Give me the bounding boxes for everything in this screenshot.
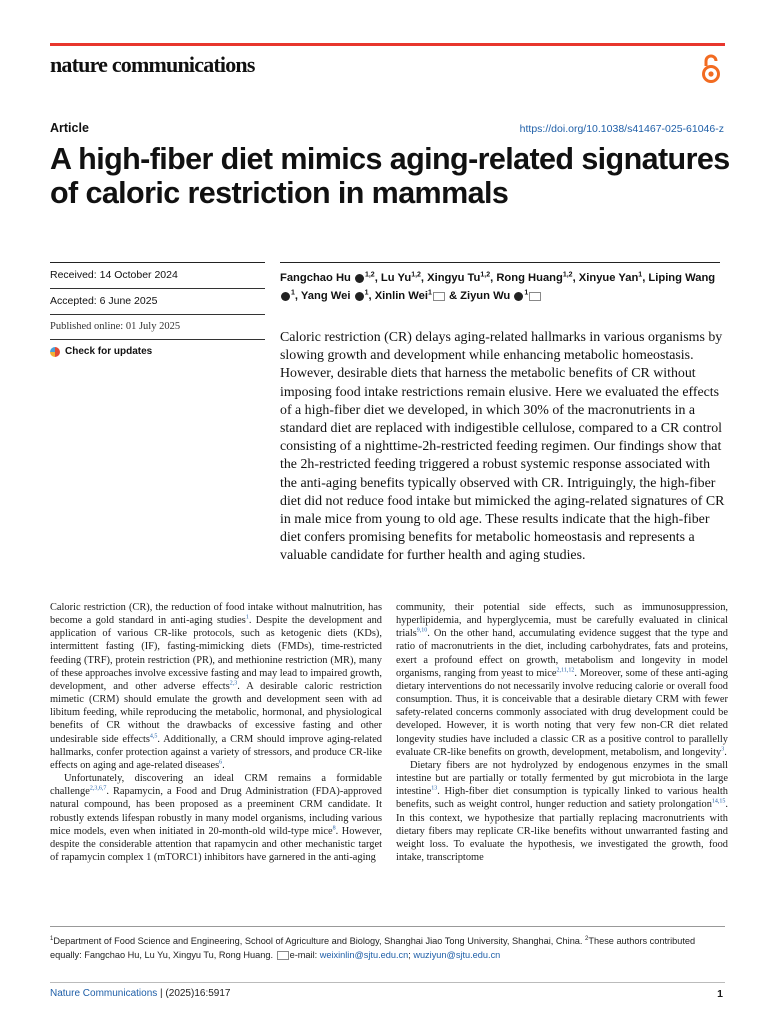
author[interactable] <box>427 272 490 284</box>
aff1-text: Department of Food Science and Engineering, School of Agriculture and Biology, Shanghai Jiao Tong University, Shanghai, China. <box>53 936 586 946</box>
email-link-1[interactable]: weixinlin@sjtu.edu.cn <box>319 949 409 960</box>
orcid-icon[interactable] <box>355 292 364 301</box>
author-name: Liping Wang <box>648 272 716 284</box>
aff1-mark: 1 <box>50 935 54 942</box>
orcid-icon[interactable] <box>355 274 364 283</box>
citation-reference[interactable]: 4,5 <box>149 733 158 740</box>
email-separator: ; <box>408 949 414 960</box>
footer-separator: | <box>157 988 166 999</box>
author-affiliation: 1 <box>638 271 643 279</box>
body-paragraph: community, their potential side effects, such as immunosuppression, hyperlipidemia, and hyperglycemia, must be carefully evaluated in clinical trials$^{9,10}$. On the other hand, accumulating evidence suggest that the type and ratio of macronutrients in the diet, including carbohydrates, fats and proteins, exert a profound effect on growth, metabolism and longevity in model organisms, ranging from yeast to mice$^{2,11,12}$. Moreover, some of these anti-aging dietary interventions do not necessarily involve reducing calorie or overall food consumption. Thus, it is conceivable that a desirable dietary CRM with fewer safety-related concerns commonly associated with drug development could be developed. However, it is worth noting that very few non-CR diet related longevity studies have included a classic CR as a positive control to parallelly evaluate CR-like benefits on growth, development, metabolism, and longevity$^3$. <box>396 602 728 758</box>
citation-reference[interactable]: 3 <box>721 746 725 753</box>
body-paragraph: Caloric restriction (CR), the reduction of food intake without malnutrition, has become a gold standard in anti-aging studies$^1$. Despite the development and application of various CR-like protocols, such as ketogenic diets (KDs), intermittent fasting (IF), fasting-mimicking diets (FMDs), time-restricted feeding (TRF), protein restriction (PR), and methionine restriction (MR), many of these approaches involve excessive fasting and may lead to impaired growth, development, and other adverse effects$^{2,3}$. A desirable caloric restriction mimetic (CRM) should emulate the growth and development seen with ad libitum feeding, while reproducing the metabolic, hormonal, and physiological benefits of CR without the drawbacks of excessive fasting and other undesirable side effects$^{4,5}$. Additionally, a CRM should improve aging-related hallmarks, confer protection against a variety of stressors, and produce CR-like effects on aging and age-related diseases$^6$. <box>50 602 382 771</box>
footer-volume: (2025)16:5917 <box>165 988 231 999</box>
check-updates-icon <box>50 347 60 357</box>
affiliation-footnote <box>50 935 725 962</box>
author-affiliation: 1,2 <box>411 271 421 279</box>
author-affiliation: 1,2 <box>562 271 573 279</box>
accent-bar <box>50 43 725 46</box>
author-name: Ziyun Wu <box>460 290 511 302</box>
body-paragraph: Unfortunately, discovering an ideal CRM remains a formidable challenge$^{2,3,6,7}$. Rapamycin, a Food and Drug Administration (FDA)-approved natural compound, has been proposed as a preeminent CRM candidate. It robustly extends lifespan robustly in many model organisms, including various mice models, even when initiated in 20-month-old wild-type mice$^8$. However, despite the considerable attention that rapamycin and other mechanistic target of rapamycin complex 1 (mTORC1) inhibitors have garnered in the anti-aging <box>50 773 383 863</box>
check-updates-button[interactable] <box>50 339 265 364</box>
mail-icon[interactable] <box>433 292 445 301</box>
orcid-icon[interactable] <box>514 292 523 301</box>
article-dates <box>50 262 265 364</box>
doi-link[interactable]: https://doi.org/10.1038/s41467-025-61046-z <box>519 123 724 135</box>
email-label: e-mail: <box>289 949 320 960</box>
citation-reference[interactable]: 8 <box>332 825 336 832</box>
citation-reference[interactable]: 6 <box>219 759 223 766</box>
received-date: Received: 14 October 2024 <box>50 262 265 288</box>
author-affiliation: 1,2 <box>364 271 375 279</box>
author-affiliation: 1,2 <box>480 271 491 279</box>
author-name: Lu Yu <box>380 272 412 284</box>
author-name: Xinlin Wei <box>374 290 428 302</box>
author[interactable] <box>496 272 572 284</box>
citation-reference[interactable]: 2,3 <box>229 680 238 687</box>
citation-reference[interactable]: 13 <box>431 785 438 792</box>
aff2-mark: 2 <box>585 935 589 942</box>
orcid-icon[interactable] <box>281 292 290 301</box>
author[interactable] <box>301 290 369 302</box>
author-affiliation: 1 <box>524 289 529 297</box>
page-number: 1 <box>717 988 723 1000</box>
aff2-text: These authors contributed equally: Fangchao Hu, Lu Yu, Xingyu Tu, Rong Huang. <box>50 936 696 960</box>
citation-reference[interactable]: 14,15 <box>711 798 726 805</box>
body-column-right <box>396 601 728 864</box>
author-name: Fangchao Hu <box>280 272 351 284</box>
footer-divider <box>50 982 725 983</box>
citation-reference[interactable]: 9,10 <box>416 627 428 634</box>
body-paragraph: Dietary fibers are not hydrolyzed by endogenous enzymes in the small intestine but are partially or totally fermented by gut microbiota in the large intestine$^{13}$. High-fiber diet consumption is typically linked to various health benefits, such as weight control, hunger reduction and satiety prolongation$^{14,15}$. In this context, we hypothesize that partially replacing macronutrients with dietary fibers may replicate CR-like benefits without unwarranted fasting and weight loss. To evaluate the hypothesis, we investigated the growth, food intake, transcriptome <box>396 759 728 863</box>
open-access-icon <box>700 53 722 85</box>
citation-reference[interactable]: 1 <box>245 614 249 621</box>
author-affiliation: 1 <box>291 289 295 297</box>
email-link-2[interactable]: wuziyun@sjtu.edu.cn <box>413 949 501 960</box>
abstract: Caloric restriction (CR) delays aging-related hallmarks in various organisms by slowing growth and development while enhancing metabolic homeostasis. However, desirable diets that harness the metabolic benefits of CR without imposing food intake restrictions remain elusive. Here we evaluated the effects of a high-fiber diet we developed, in which 30% of the macronutrients in a standard diet are replaced with indigestible cellulose, compared to a CR control consisting of a nighttime-2h-restricted feeding regimen. Our findings show that the 2h-restricted feeding triggered a robust systemic response associated with the anti-aging benefits typically observed with CR. Intriguingly, the high-fiber diet did not reduce food intake but mimicked the aging-related signatures of CR in male mice from young to old age. These results indicate that the high-fiber diet confers promising benefits for metabolic homeostasis and represents a valuable candidate for further health and aging studies. <box>280 330 725 564</box>
author-name: Rong Huang <box>496 272 563 284</box>
author-name: Xingyu Tu <box>427 272 481 284</box>
author[interactable] <box>579 272 642 284</box>
check-updates-label: Check for updates <box>65 346 153 357</box>
journal-name[interactable]: nature communications <box>50 52 255 77</box>
author-name: Yang Wei <box>300 290 351 302</box>
author-affiliation: 1 <box>427 289 432 297</box>
article-type: Article <box>50 121 89 135</box>
footer-journal[interactable]: Nature Communications <box>50 988 158 999</box>
article-title: A high-fiber diet mimics aging-related signatures of caloric restriction in mammals <box>50 142 730 210</box>
author[interactable] <box>280 272 375 284</box>
author-affiliation: 1 <box>364 289 369 297</box>
mail-icon <box>277 951 289 960</box>
mail-icon[interactable] <box>529 292 541 301</box>
footer-citation <box>50 988 230 999</box>
author[interactable] <box>460 290 542 302</box>
citation-reference[interactable]: 2,3,6,7 <box>89 785 107 792</box>
accepted-date: Accepted: 6 June 2025 <box>50 288 265 314</box>
author[interactable] <box>381 272 421 284</box>
author-list: Fangchao Hu $^{1,2}$, Lu Yu$^{1,2}$, Xingyu Tu$^{1,2}$, Rong Huang$^{1,2}$, Xinyue Yan$^1$, Liping Wang $^1$, Yang Wei $^1$, Xinlin Wei$^1$ & Ziyun Wu $^1$ <box>280 262 720 305</box>
author-name: Xinyue Yan <box>578 272 639 284</box>
published-date: Published online: 01 July 2025 <box>50 314 265 339</box>
author[interactable] <box>375 290 446 302</box>
body-column-left <box>50 601 382 864</box>
citation-reference[interactable]: 2,11,12 <box>556 667 575 674</box>
footnote-divider <box>50 926 725 927</box>
